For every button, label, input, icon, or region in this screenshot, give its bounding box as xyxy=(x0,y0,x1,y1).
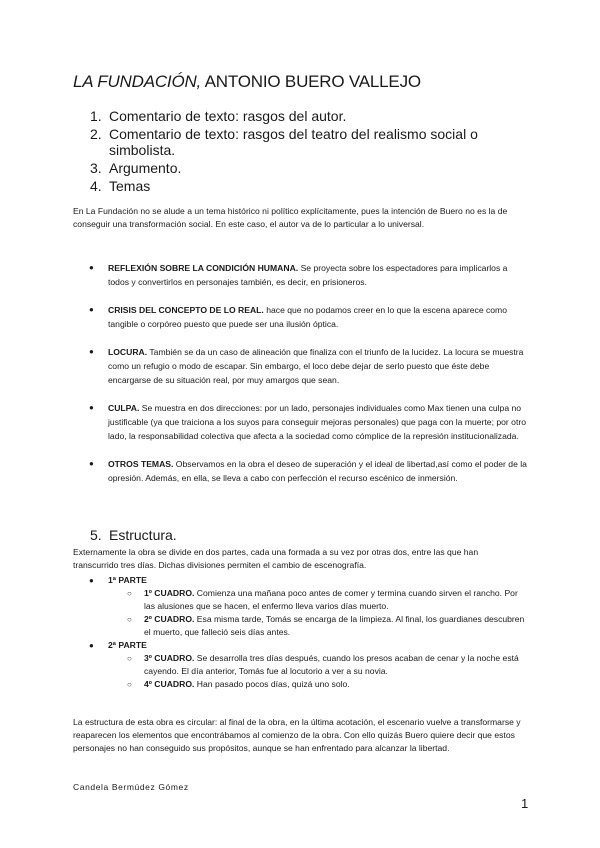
page-number: 1 xyxy=(521,796,529,811)
section-item-3 xyxy=(90,160,510,176)
theme-label: LOCURA. xyxy=(108,347,148,357)
part-item xyxy=(89,639,527,691)
section-list xyxy=(90,108,510,194)
scene-label: 3º CUADRO. xyxy=(144,653,195,663)
document-title xyxy=(73,72,421,92)
scene-item xyxy=(89,652,527,678)
scene-label: 2º CUADRO. xyxy=(144,614,195,624)
circle-bullet-icon: ○ xyxy=(127,680,132,689)
section-label: Comentario de texto: rasgos del teatro del realismo social o simbolista. xyxy=(109,126,478,158)
scene-item xyxy=(89,613,527,639)
theme-item xyxy=(89,345,527,387)
bullet-icon: ● xyxy=(89,576,94,585)
title-author: ANTONIO BUERO VALLEJO xyxy=(201,72,421,91)
section-label: Comentario de texto: rasgos del autor. xyxy=(109,108,347,124)
theme-text: Se proyecta sobre los espectadores para implicarlos a todos y convertirlos en personajes también, es decir, en prisioneros. xyxy=(108,263,508,287)
theme-text: Se muestra en dos direcciones: por un lado, personajes individuales como Max tienen una culpa no justificable (ya que traiciona a los suyos para conseguir mejoras personales) que paga con la muerte; por otro lado, la responsabilidad colectiva que afecta a la sociedad como cómplice de la represión institucionalizada. xyxy=(108,403,526,441)
theme-item xyxy=(89,303,527,331)
section-item-4 xyxy=(90,178,510,194)
footer-author: Candela Bermúdez Gómez xyxy=(73,782,189,792)
bullet-icon: ● xyxy=(89,641,94,650)
theme-text: Observamos en la obra el deseo de superación y el ideal de libertad,así como el poder de la opresión. Además, en ella, se lleva a cabo con perfección el recurso escénico de inmersión. xyxy=(108,459,527,483)
section-number: 3. xyxy=(90,160,102,176)
theme-label: CULPA. xyxy=(108,403,140,413)
section-item-1 xyxy=(90,108,510,124)
themes-list xyxy=(89,261,527,499)
theme-item xyxy=(89,261,527,289)
scene-item xyxy=(89,587,527,613)
theme-label: OTROS TEMAS. xyxy=(108,459,174,469)
circle-bullet-icon: ○ xyxy=(127,615,132,624)
theme-label: REFLEXIÓN SOBRE LA CONDICIÓN HUMANA. xyxy=(108,263,299,273)
conclusion-paragraph: La estructura de esta obra es circular: al final de la obra, en la última acotación, el escenario vuelve a transformarse y reaparecen los elementos que encontrábamos al comienzo de la obra. Con ello quizás Buero quiere decir que estos personajes no han conseguido sus propósitos, aunque se han enfrentado para alcanzar la libertad. xyxy=(73,717,521,753)
part-label: 2ª PARTE xyxy=(108,640,147,650)
structure-parts-list xyxy=(89,574,527,691)
theme-item xyxy=(89,457,527,485)
section-number: 2. xyxy=(90,126,102,142)
scene-item xyxy=(89,678,527,691)
structure-intro-paragraph: Externamente la obra se divide en dos partes, cada una formada a su vez por otras dos, entre las que han transcurrido tres días. Dichas divisiones permiten el cambio de escenografía. xyxy=(73,547,479,570)
section-label: Argumento. xyxy=(109,160,182,176)
scene-text: Se desarrolla tres días después, cuando los presos acaban de cenar y la noche está cayendo. El día anterior, Tomás fue al locutorio a ver a su novia. xyxy=(144,653,519,676)
bullet-icon: ● xyxy=(89,305,94,314)
part-item xyxy=(89,574,527,639)
bullet-icon: ● xyxy=(89,403,94,412)
section-number: 4. xyxy=(90,178,102,194)
section-number: 1. xyxy=(90,108,102,124)
theme-text: También se da un caso de alineación que finaliza con el triunfo de la lucidez. La locura se muestra como un refugio o modo de escapar. Sin embargo, el loco debe dejar de serlo puesto que éste debe encargarse de su situación real, por muy amargos que sean. xyxy=(108,347,524,385)
section-item-2 xyxy=(90,126,510,158)
bullet-icon: ● xyxy=(89,459,94,468)
theme-label: CRISIS DEL CONCEPTO DE LO REAL. xyxy=(108,305,264,315)
section-number: 5. xyxy=(90,527,102,543)
bullet-icon: ● xyxy=(89,347,94,356)
section-label: Estructura. xyxy=(109,527,177,543)
themes-intro-paragraph: En La Fundación no se alude a un tema histórico ni político explícitamente, pues la intención de Buero no es la de conseguir una transformación social. En este caso, el autor va de lo particular a lo universal. xyxy=(73,206,508,229)
bullet-icon: ● xyxy=(89,263,94,272)
scene-label: 4º CUADRO. xyxy=(144,679,195,689)
section-label: Temas xyxy=(109,178,151,194)
theme-item xyxy=(89,401,527,443)
scene-label: 1º CUADRO. xyxy=(144,588,195,598)
theme-text: hace que no podamos creer en lo que la escena aparece como tangible o corpóreo puesto que puede ser una ilusión óptica. xyxy=(108,305,508,329)
circle-bullet-icon: ○ xyxy=(127,654,132,663)
section-heading-structure xyxy=(90,527,177,543)
circle-bullet-icon: ○ xyxy=(127,589,132,598)
scene-text: Esa misma tarde, Tomás se encarga de la limpieza. Al final, los guardianes descubren el muerto, que falleció seis días antes. xyxy=(144,614,525,637)
scene-text: Comienza una mañana poco antes de comer y termina cuando sirven el rancho. Por las alusiones que se hacen, el enfermo lleva varios días muerto. xyxy=(144,588,518,611)
part-label: 1ª PARTE xyxy=(108,575,147,585)
title-work: LA FUNDACIÓN, xyxy=(73,72,202,91)
scene-text: Han pasado pocos días, quizá uno solo. xyxy=(194,679,350,689)
